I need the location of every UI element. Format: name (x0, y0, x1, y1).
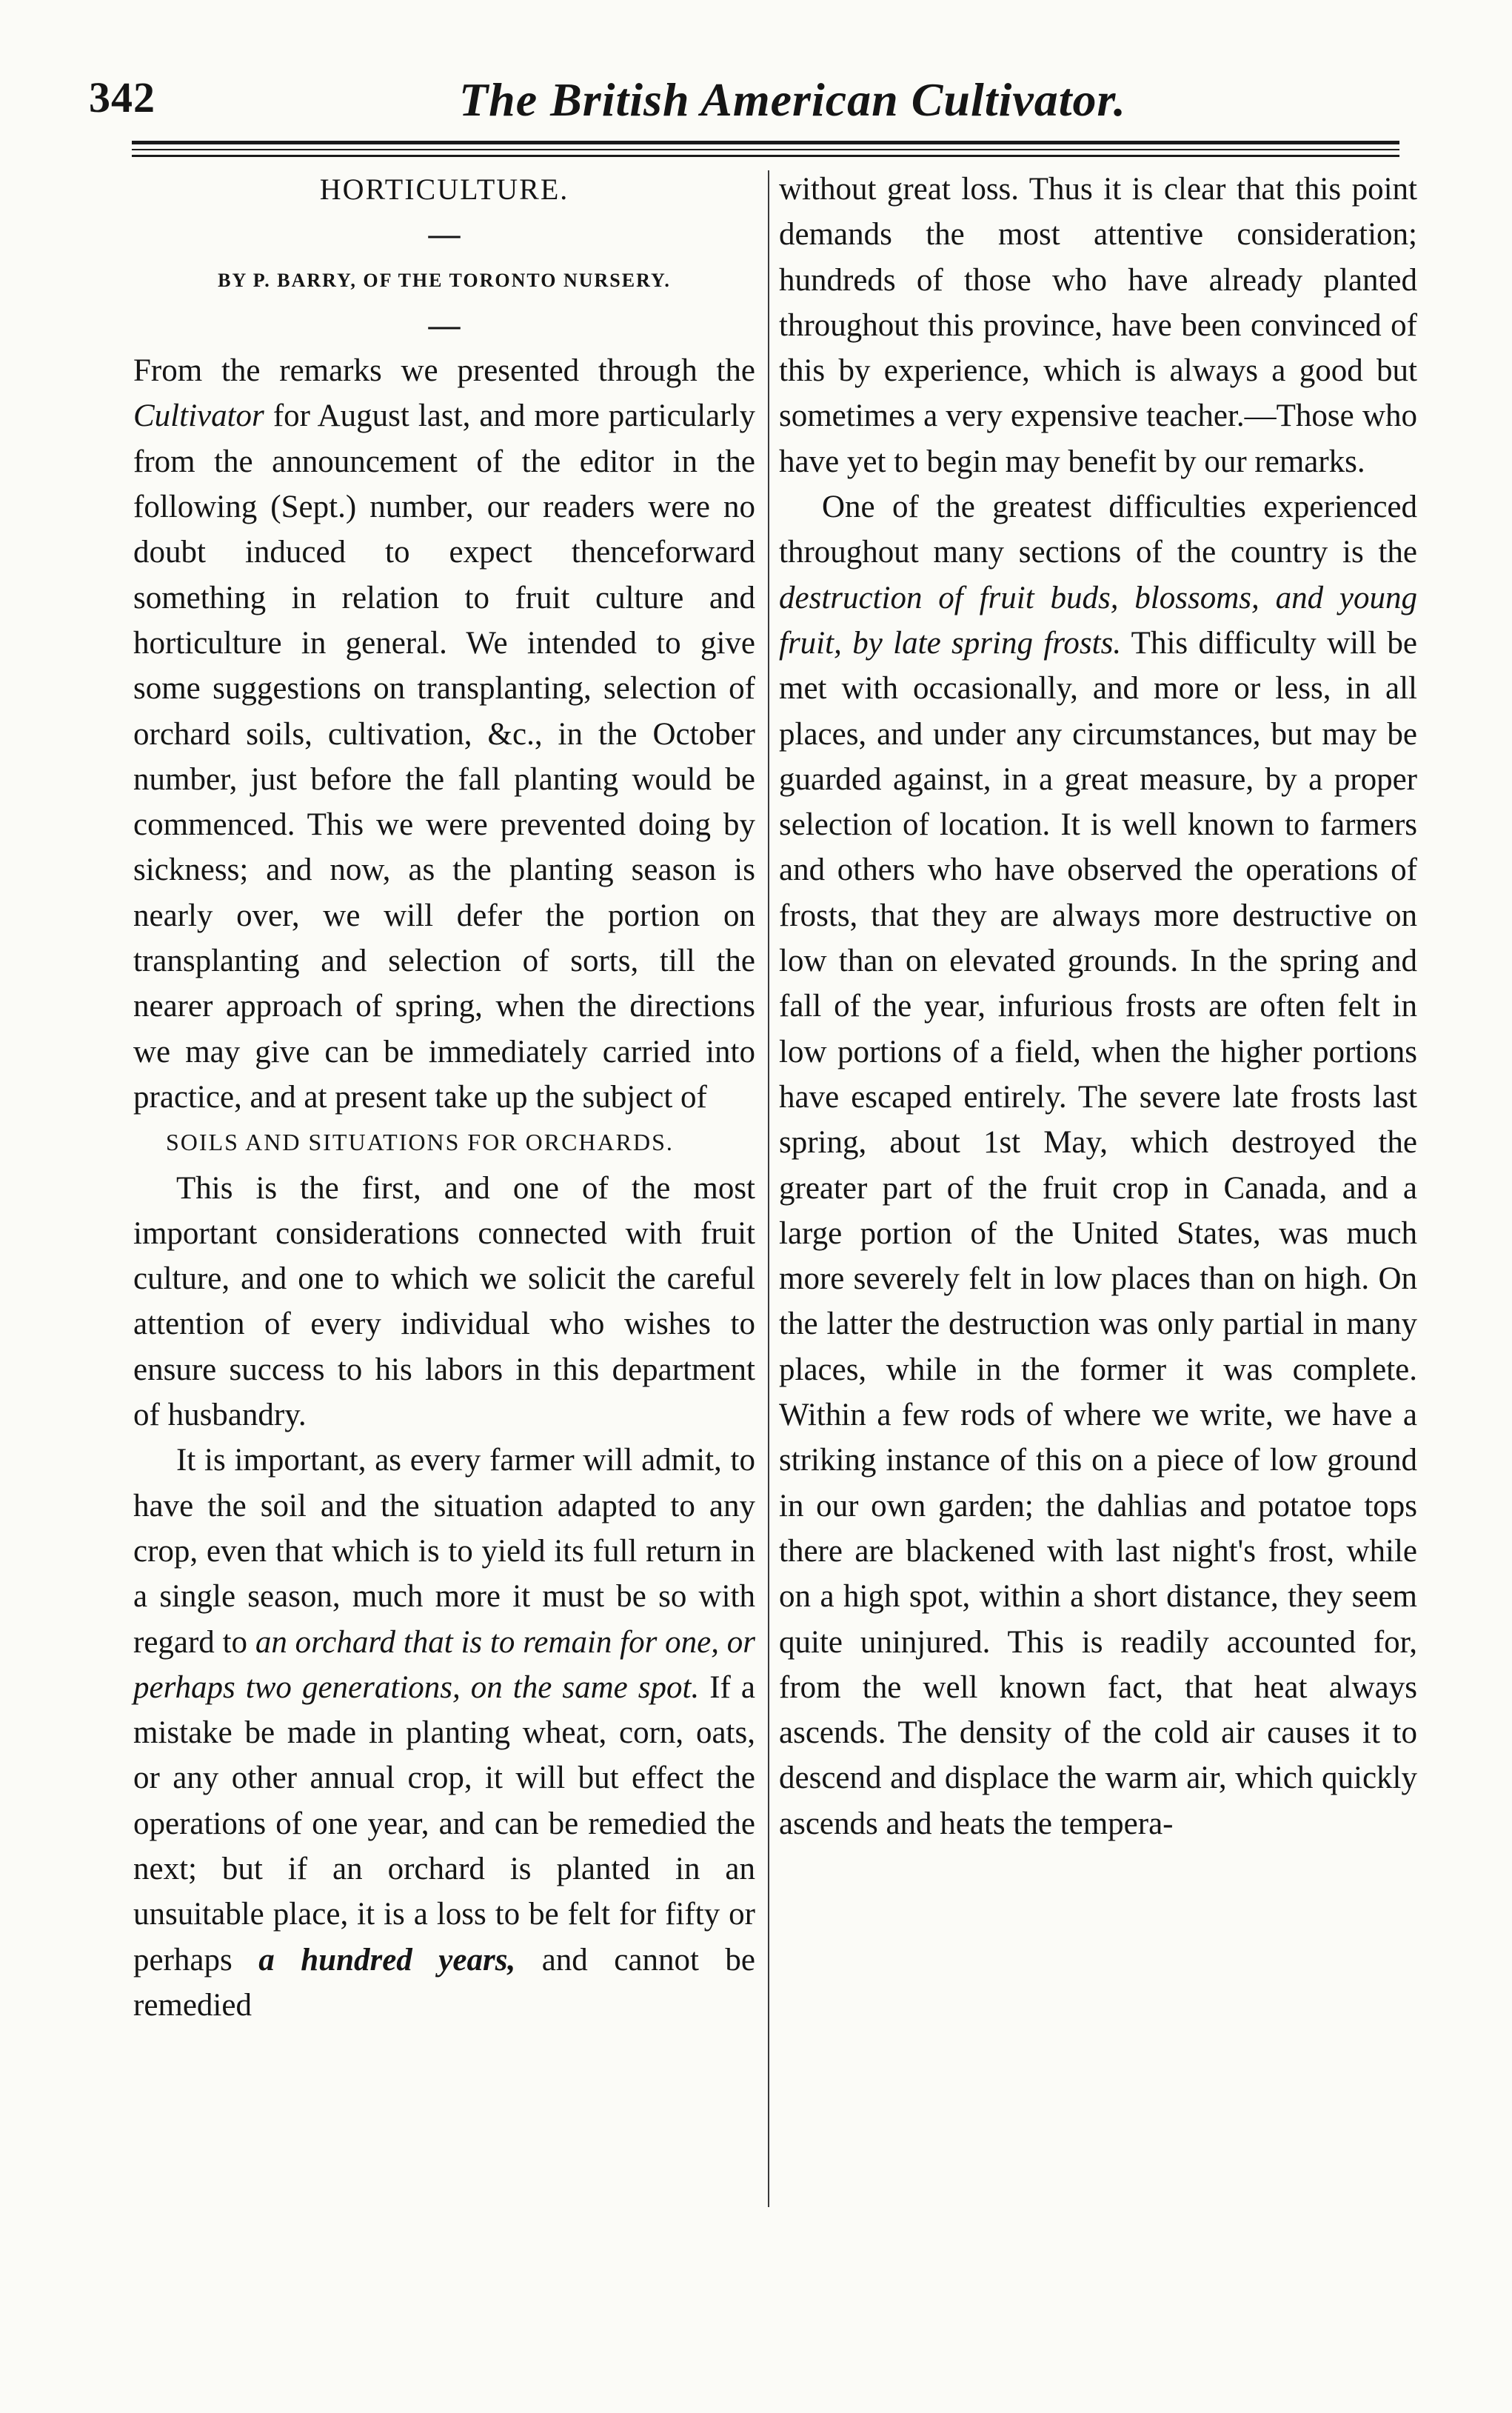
header-rule-lower (132, 155, 1399, 157)
paragraph-2: This is the first, and one of the most important considerations connected with fruit culture, and one to which we solicit the careful attention of every individual who wishes to ensure success to his labors in this department of husbandry. (133, 1170, 755, 1433)
page-number: 342 (89, 73, 155, 121)
section-subheading: SOILS AND SITUATIONS FOR ORCHARDS. (166, 1129, 674, 1156)
paragraph-1: From the remarks we presented through the Cultivator for August last, and more particularly from the announcement of the editor in the following (Sept.) number, our readers were no doubt induced to expect thenceforward something in relation to fruit culture and horticulture in general. We intended to give some suggestions on transplanting, selection of orchard soils, cultivation, &c., in the October number, just before the fall planting would be commenced. This we were prevented doing by sickness; and now, as the planting season is nearly over, we will defer the portion on transplanting and selection of sorts, till the nearer approach of spring, when the directions we may give can be immediately carried into practice, and at present take up the subject of (133, 353, 755, 1115)
column-divider (768, 170, 769, 2207)
paragraph-3: It is important, as every farmer will admit, to have the soil and the situation adapted to any crop, even that which is to yield its full return in a single season, much more it must be so with regard to an orchard that is to remain for one, or perhaps two generations, on the same spot. If a mistake be made in planting wheat, corn, oats, or any other annual crop, it will but effect the operations of one year, and can be remedied the next; but if an orchard is planted in an unsuitable place, it is a loss to be felt for fifty or perhaps a hundred years, and cannot be remedied (133, 1443, 756, 2023)
header-rule-thin (132, 149, 1399, 150)
heading-dash: — (428, 217, 461, 253)
paragraph-5: One of the greatest difficulties experienced throughout many sections of the country is the destruction of fruit buds, blossoms, and young fruit, by late spring frosts. This difficulty will be met with occasionally, and more or less, in all places, and under any circumstances, but may be guarded against, in a great measure, by a proper selection of location. It is well known to farmers and others who have observed the operations of frosts, that they are always more destructive on low than on elevated grounds. In the spring and fall of the year, infurious frosts are often felt in low portions of a field, when the higher portions have escaped entirely. The severe late frosts last spring, about 1st May, which destroyed the greater part of the fruit crop in Canada, and a large portion of the United States, was much more severely felt in low places than on high. On the latter the destruction was only partial in many places, while in the former it was complete. Within a few rods of where we write, we have a striking instance of this on a piece of low ground in our own garden; the dahlias and potatoe tops there are blackened with last night's frost, while on a high spot, within a short distance, they seem quite uninjured. This is readily accounted for, from the well known fact, that heat always ascends. The density of the cold air causes it to descend and displace the warm air, which quickly ascends and heats the tempera- (779, 490, 1417, 1841)
journal-title: The British American Cultivator. (459, 73, 1126, 126)
header-rule-thick (132, 141, 1399, 144)
article-heading: HORTICULTURE. (319, 173, 569, 206)
left-column (133, 167, 755, 2028)
paragraph-4: without great loss. Thus it is clear that this point demands the most attentive consideration; hundreds of those who have already planted throughout this province, have been convinced of this by experience, which is always a good but sometimes a very expensive teacher.—Those who have yet to begin may benefit by our remarks. (779, 172, 1417, 479)
byline-dash: — (428, 307, 461, 343)
running-head (89, 73, 1407, 139)
article-byline: BY P. BARRY, OF THE TORONTO NURSERY. (218, 269, 671, 291)
right-column (779, 167, 1417, 1846)
